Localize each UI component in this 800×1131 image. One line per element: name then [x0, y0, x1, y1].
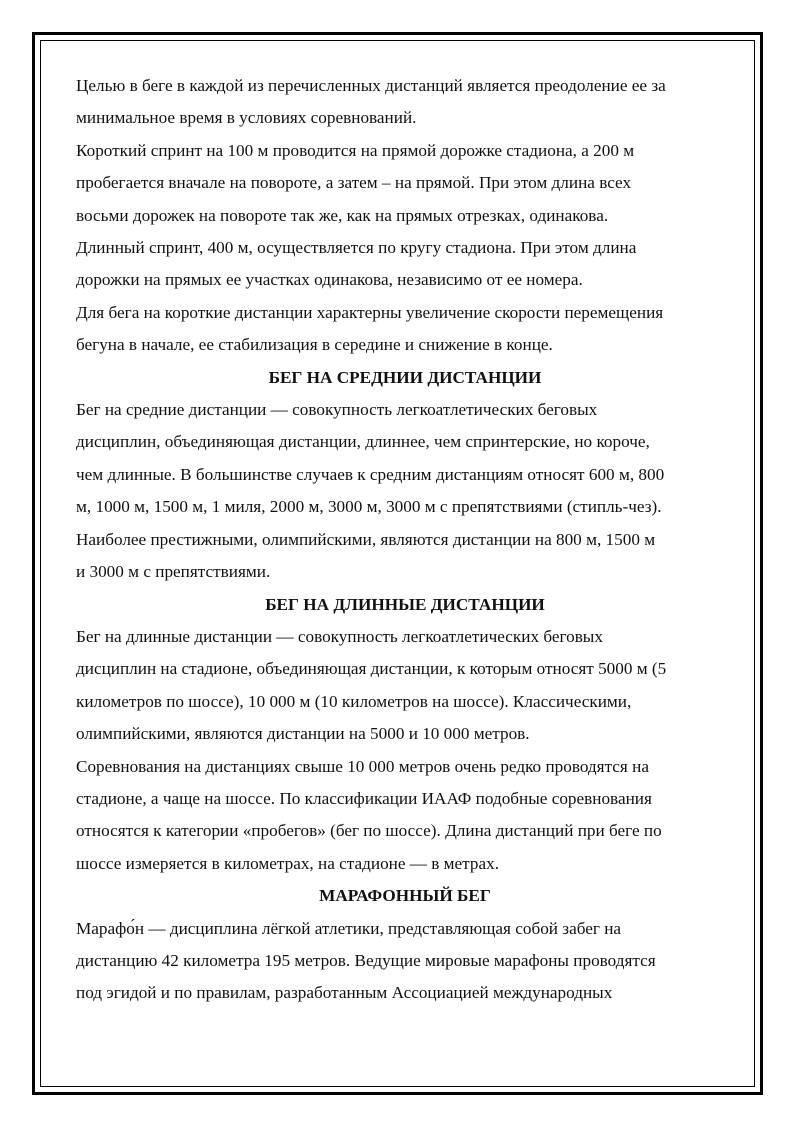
text-line: дорожки на прямых ее участках одинакова, независимо от ее номера.: [76, 270, 583, 290]
intro-paragraph-2: [76, 135, 734, 232]
text-line: стадионе, а чаще на шоссе. По классификации ИААФ подобные соревнования: [76, 788, 652, 808]
long-distance-paragraph-2: [76, 751, 734, 881]
text-line: Бег на длинные дистанции — совокупность легкоатлетических беговых: [76, 626, 603, 646]
intro-paragraph-3: [76, 232, 734, 297]
long-distance-paragraph-1: [76, 621, 734, 751]
marathon-paragraph: [76, 913, 734, 1010]
text-line: пробегается вначале на повороте, а затем – на прямой. При этом длина всех: [76, 173, 632, 193]
text-line: дистанцию 42 километра 195 метров. Ведущие мировые марафоны проводятся: [76, 950, 656, 970]
text-line: дисциплин на стадионе, объединяющая дистанции, к которым относят 5000 м (5: [76, 659, 667, 679]
intro-paragraph-1: [76, 70, 734, 135]
text-line: Наиболее престижными, олимпийскими, являются дистанции на 800 м, 1500 м: [76, 529, 656, 549]
text-line: м, 1000 м, 1500 м, 1 миля, 2000 м, 3000 м, 3000 м с препятствиями (стипль-чез).: [76, 497, 662, 517]
text-line: восьми дорожек на повороте так же, как на прямых отрезках, одинакова.: [76, 205, 609, 225]
text-line: Длинный спринт, 400 м, осуществляется по кругу стадиона. При этом длина: [76, 238, 637, 258]
text-line: Короткий спринт на 100 м проводится на прямой дорожке стадиона, а 200 м: [76, 140, 635, 160]
text-line: шоссе измеряется в километрах, на стадионе — в метрах.: [76, 853, 500, 873]
text-line: минимальное время в условиях соревнований.: [76, 108, 417, 128]
text-line: под эгидой и по правилам, разработанным Ассоциацией международных: [76, 983, 613, 1003]
middle-distance-paragraph: [76, 394, 734, 588]
text-line: Для бега на короткие дистанции характерны увеличение скорости перемещения: [76, 302, 664, 322]
text-line: Соревнования на дистанциях свыше 10 000 метров очень редко проводятся на: [76, 756, 649, 776]
intro-paragraph-4: [76, 297, 734, 362]
text-line: Марафо́н — дисциплина лёгкой атлетики, представляющая собой забег на: [76, 918, 622, 938]
text-line: километров по шоссе), 10 000 м (10 километров на шоссе). Классическими,: [76, 691, 632, 711]
text-line: олимпийскими, являются дистанции на 5000 и 10 000 метров.: [76, 724, 530, 744]
text-line: чем длинные. В большинстве случаев к средним дистанциям относят 600 м, 800: [76, 464, 665, 484]
heading-long-distance: БЕГ НА ДЛИННЫЕ ДИСТАНЦИИ: [265, 594, 545, 614]
heading-marathon: МАРАФОННЫЙ БЕГ: [319, 886, 491, 906]
heading-middle-distance: БЕГ НА СРЕДНИИ ДИСТАНЦИИ: [268, 367, 542, 387]
text-line: бегуна в начале, ее стабилизация в середине и снижение в конце.: [76, 335, 553, 355]
text-line: относятся к категории «пробегов» (бег по шоссе). Длина дистанций при беге по: [76, 821, 662, 841]
document-body: [76, 70, 734, 1010]
text-line: Бег на средние дистанции — совокупность легкоатлетических беговых: [76, 400, 598, 420]
text-line: Целью в беге в каждой из перечисленных дистанций является преодоление ее за: [76, 76, 666, 95]
text-line: и 3000 м с препятствиями.: [76, 562, 271, 582]
text-line: дисциплин, объединяющая дистанции, длиннее, чем спринтерские, но короче,: [76, 432, 650, 452]
